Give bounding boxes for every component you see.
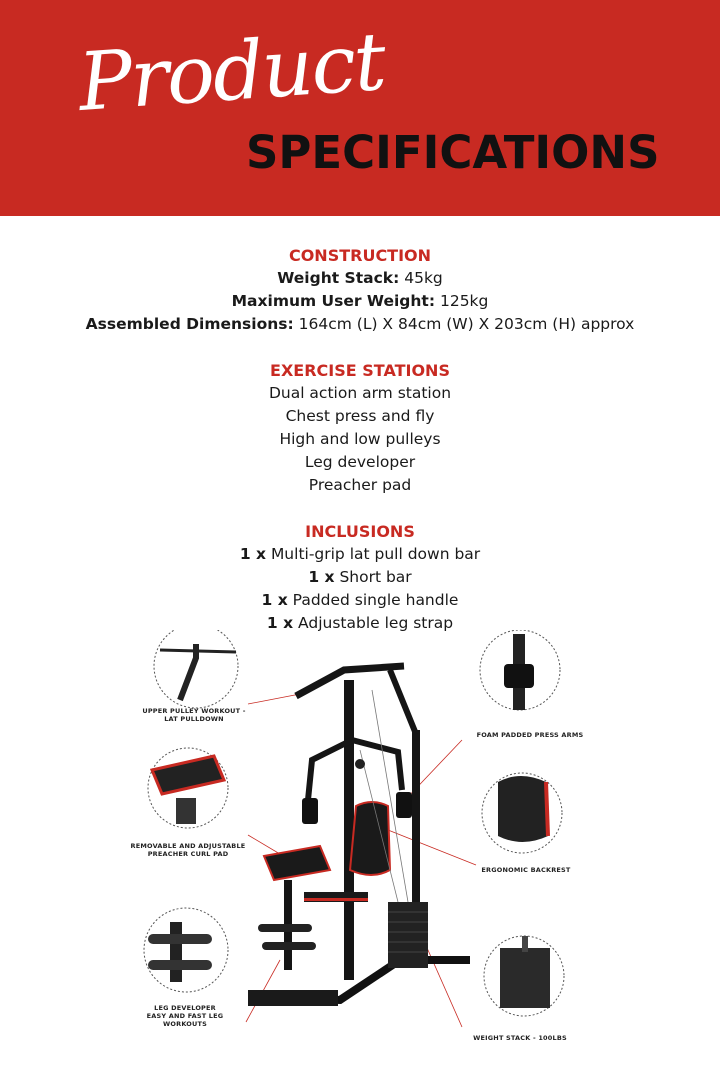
leg-developer-detail-icon — [148, 922, 212, 982]
callout-subtext: LAT PULLDOWN — [164, 715, 224, 723]
inclusion-item — [0, 566, 720, 589]
inclusion-name: Padded single handle — [292, 591, 459, 609]
spec-value: 125kg — [439, 292, 489, 310]
spec-value: 45kg — [404, 269, 443, 287]
callout-text: ERGONOMIC BACKREST — [481, 866, 571, 874]
press-arm-detail-icon — [504, 634, 534, 710]
lat-bar-detail-icon — [160, 644, 236, 700]
preacher-pad-detail-icon — [152, 756, 224, 824]
callout-subtext: EASY AND FAST LEG — [146, 1012, 224, 1020]
inclusion-name: Short bar — [339, 568, 412, 586]
callout-subtext: WORKOUTS — [163, 1020, 207, 1028]
callout-backrest — [476, 866, 576, 874]
inclusion-item — [0, 589, 720, 612]
station-item: Dual action arm station — [268, 384, 452, 402]
page-title: SPECIFICATIONS — [246, 126, 660, 179]
callout-text: FOAM PADDED PRESS ARMS — [476, 731, 584, 739]
callout-circle-leg — [144, 908, 228, 992]
header-banner — [0, 0, 720, 216]
script-title: Product — [75, 14, 388, 129]
callout-text: REMOVABLE AND ADJUSTABLE — [130, 842, 246, 850]
construction-row — [0, 313, 720, 336]
weight-stack-detail-icon — [500, 936, 550, 1008]
callout-preacher — [128, 842, 248, 858]
backrest-detail-icon — [498, 776, 548, 842]
exercise-stations-heading: EXERCISE STATIONS — [270, 361, 450, 380]
inclusion-name: Multi-grip lat pull down bar — [270, 545, 481, 563]
station-item: Leg developer — [304, 453, 416, 471]
inclusion-item — [0, 543, 720, 566]
construction-row — [0, 267, 720, 290]
inclusion-qty: 1 x — [308, 568, 335, 586]
specs-section — [0, 244, 720, 635]
inclusion-name: Adjustable leg strap — [298, 614, 454, 632]
home-gym-machine — [248, 666, 470, 1006]
spec-label: Assembled Dimensions: — [85, 315, 294, 333]
inclusion-qty: 1 x — [266, 614, 294, 632]
callout-leg-developer — [140, 1004, 230, 1028]
construction-row — [0, 290, 720, 313]
spec-value: 164cm (L) X 84cm (W) X 203cm (H) approx — [298, 315, 635, 333]
callout-subtext: PREACHER CURL PAD — [147, 850, 229, 858]
callout-foam-arms — [470, 731, 590, 739]
station-item: High and low pulleys — [279, 430, 441, 448]
callout-upper-pulley — [138, 707, 250, 723]
callout-weight-stack — [470, 1034, 570, 1042]
construction-heading: CONSTRUCTION — [288, 246, 432, 265]
callout-circle-lat — [154, 630, 238, 708]
spec-label: Weight Stack: — [277, 269, 400, 287]
home-gym-illustration — [0, 630, 720, 1080]
product-figure — [0, 630, 720, 1080]
callout-text: LEG DEVELOPER — [154, 1004, 216, 1012]
station-item: Preacher pad — [308, 476, 412, 494]
callout-text: WEIGHT STACK - 100LBS — [473, 1034, 567, 1042]
spec-label: Maximum User Weight: — [231, 292, 436, 310]
station-item: Chest press and fly — [285, 407, 435, 425]
inclusion-qty: 1 x — [261, 591, 288, 609]
inclusion-qty: 1 x — [239, 545, 266, 563]
inclusions-heading: INCLUSIONS — [305, 522, 415, 541]
callout-text: UPPER PULLEY WORKOUT - — [142, 707, 246, 715]
